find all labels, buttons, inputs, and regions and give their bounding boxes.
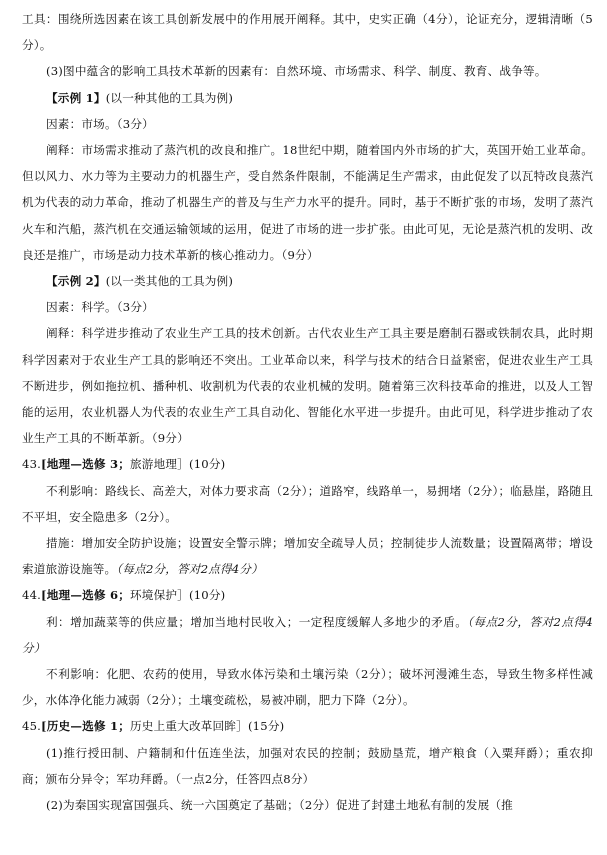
example-label [22, 268, 593, 294]
paragraph: (2)为秦国实现富国强兵、统一六国奠定了基础；（2分）促进了封建土地私有制的发展（推 [46, 798, 513, 813]
paragraph: 阐释：科学进步推动了农业生产工具的技术创新。古代农业生产工具主要是磨制石器或铁制农具，此时期科学因素对于农业生产工具的影响还不突出。工业革命以来，科学与技术的结合日益紧密，促进农业生产工具不断进步，例如拖拉机、播种机、收割机为代表的农业机械的发明。随着第三次科技革命的推进，以及人工智能的运用，农业机器人为代表的农业生产工具自动化、智能化水平进一步提升。由此可见，科学进步推动了农业生产工具的不断革新。（9分） [22, 326, 593, 446]
question-topic: [地理—选修 6； [41, 588, 130, 603]
question-subtopic: 旅游地理］(10分) [130, 457, 226, 472]
paragraph [22, 530, 593, 582]
question-number: 43. [22, 457, 42, 472]
question-subtopic: 历史上重大改革回眸］(15分) [130, 719, 285, 734]
example-tag: 【示例 1】 [46, 90, 106, 105]
paragraph: 因素：科学。（3分） [46, 300, 154, 315]
paragraph: (1)推行授田制、户籍制和什伍连坐法，加强对农民的控制；鼓励垦荒，增产粮食（入粟拜爵）；重农抑商；颁布分异令；军功拜爵。（一点2分，任答四点8分） [22, 745, 593, 786]
paragraph [22, 609, 593, 661]
question-number: 45. [22, 719, 42, 734]
question-subtopic: 环境保护］(10分) [130, 588, 226, 603]
paragraph: 不利影响：化肥、农药的使用，导致水体污染和土壤污染（2分）；破坏河漫滩生态，导致生物多样性减少，水体净化能力减弱（2分）；土壤变疏松，易被冲刷，肥力下降（2分）。 [22, 667, 593, 708]
example-desc: (以一类其他的工具为例) [105, 274, 234, 289]
scoring-note: （每点2分，答对2点得4分） [22, 614, 593, 655]
paragraph: (3)图中蕴含的影响工具技术革新的因素有：自然环境、市场需求、科学、制度、教育、战争等。 [46, 64, 547, 79]
paragraph: 阐释：市场需求推动了蒸汽机的改良和推广。18世纪中期，随着国内外市场的扩大，英国开始工业革命。但以风力、水力等为主要动力的机器生产，受自然条件限制，不能满足生产需求，由此促发了以瓦特改良蒸汽机为代表的动力革命，推动了机器生产的普及与生产力水平的提升。同时，基于不断扩张的市场，发明了蒸汽火车和汽船，蒸汽机在交通运输领域的运用，促进了市场的进一步扩张。由此可见，无论是蒸汽机的发明、改良还是推广，市场是动力技术革新的核心推动力。（9分） [22, 143, 593, 262]
example-label [22, 85, 593, 111]
scoring-note: （每点2分，答对2点得4分） [116, 562, 264, 577]
question-number: 44. [22, 588, 42, 603]
answer-text: 措施：增加安全防护设施；设置安全警示牌；增加安全疏导人员；控制徒步人流数量；设置隔离带；增设索道旅游设施等。 [22, 536, 593, 577]
paragraph: 因素：市场。（3分） [46, 116, 154, 131]
paragraph: 不利影响：路线长、高差大，对体力要求高（2分）；道路窄，线路单一，易拥堵（2分）；临悬崖，路随且不平坦，安全隐患多（2分）。 [22, 483, 593, 524]
question-heading [22, 582, 593, 608]
answer-text: 利：增加蔬菜等的供应量；增加当地村民收入；一定程度缓解人多地少的矛盾。 [46, 614, 468, 629]
example-tag: 【示例 2】 [46, 274, 106, 289]
paragraph: 工具：围绕所选因素在该工具创新发展中的作用展开阐释。其中，史实正确（4分），论证充分，逻辑清晰（5分）。 [22, 12, 593, 53]
question-topic: [地理—选修 3； [41, 457, 130, 472]
question-heading [22, 713, 593, 739]
question-heading [22, 451, 593, 477]
question-topic: [历史—选修 1； [41, 719, 130, 734]
example-desc: (以一种其他的工具为例) [105, 90, 234, 105]
